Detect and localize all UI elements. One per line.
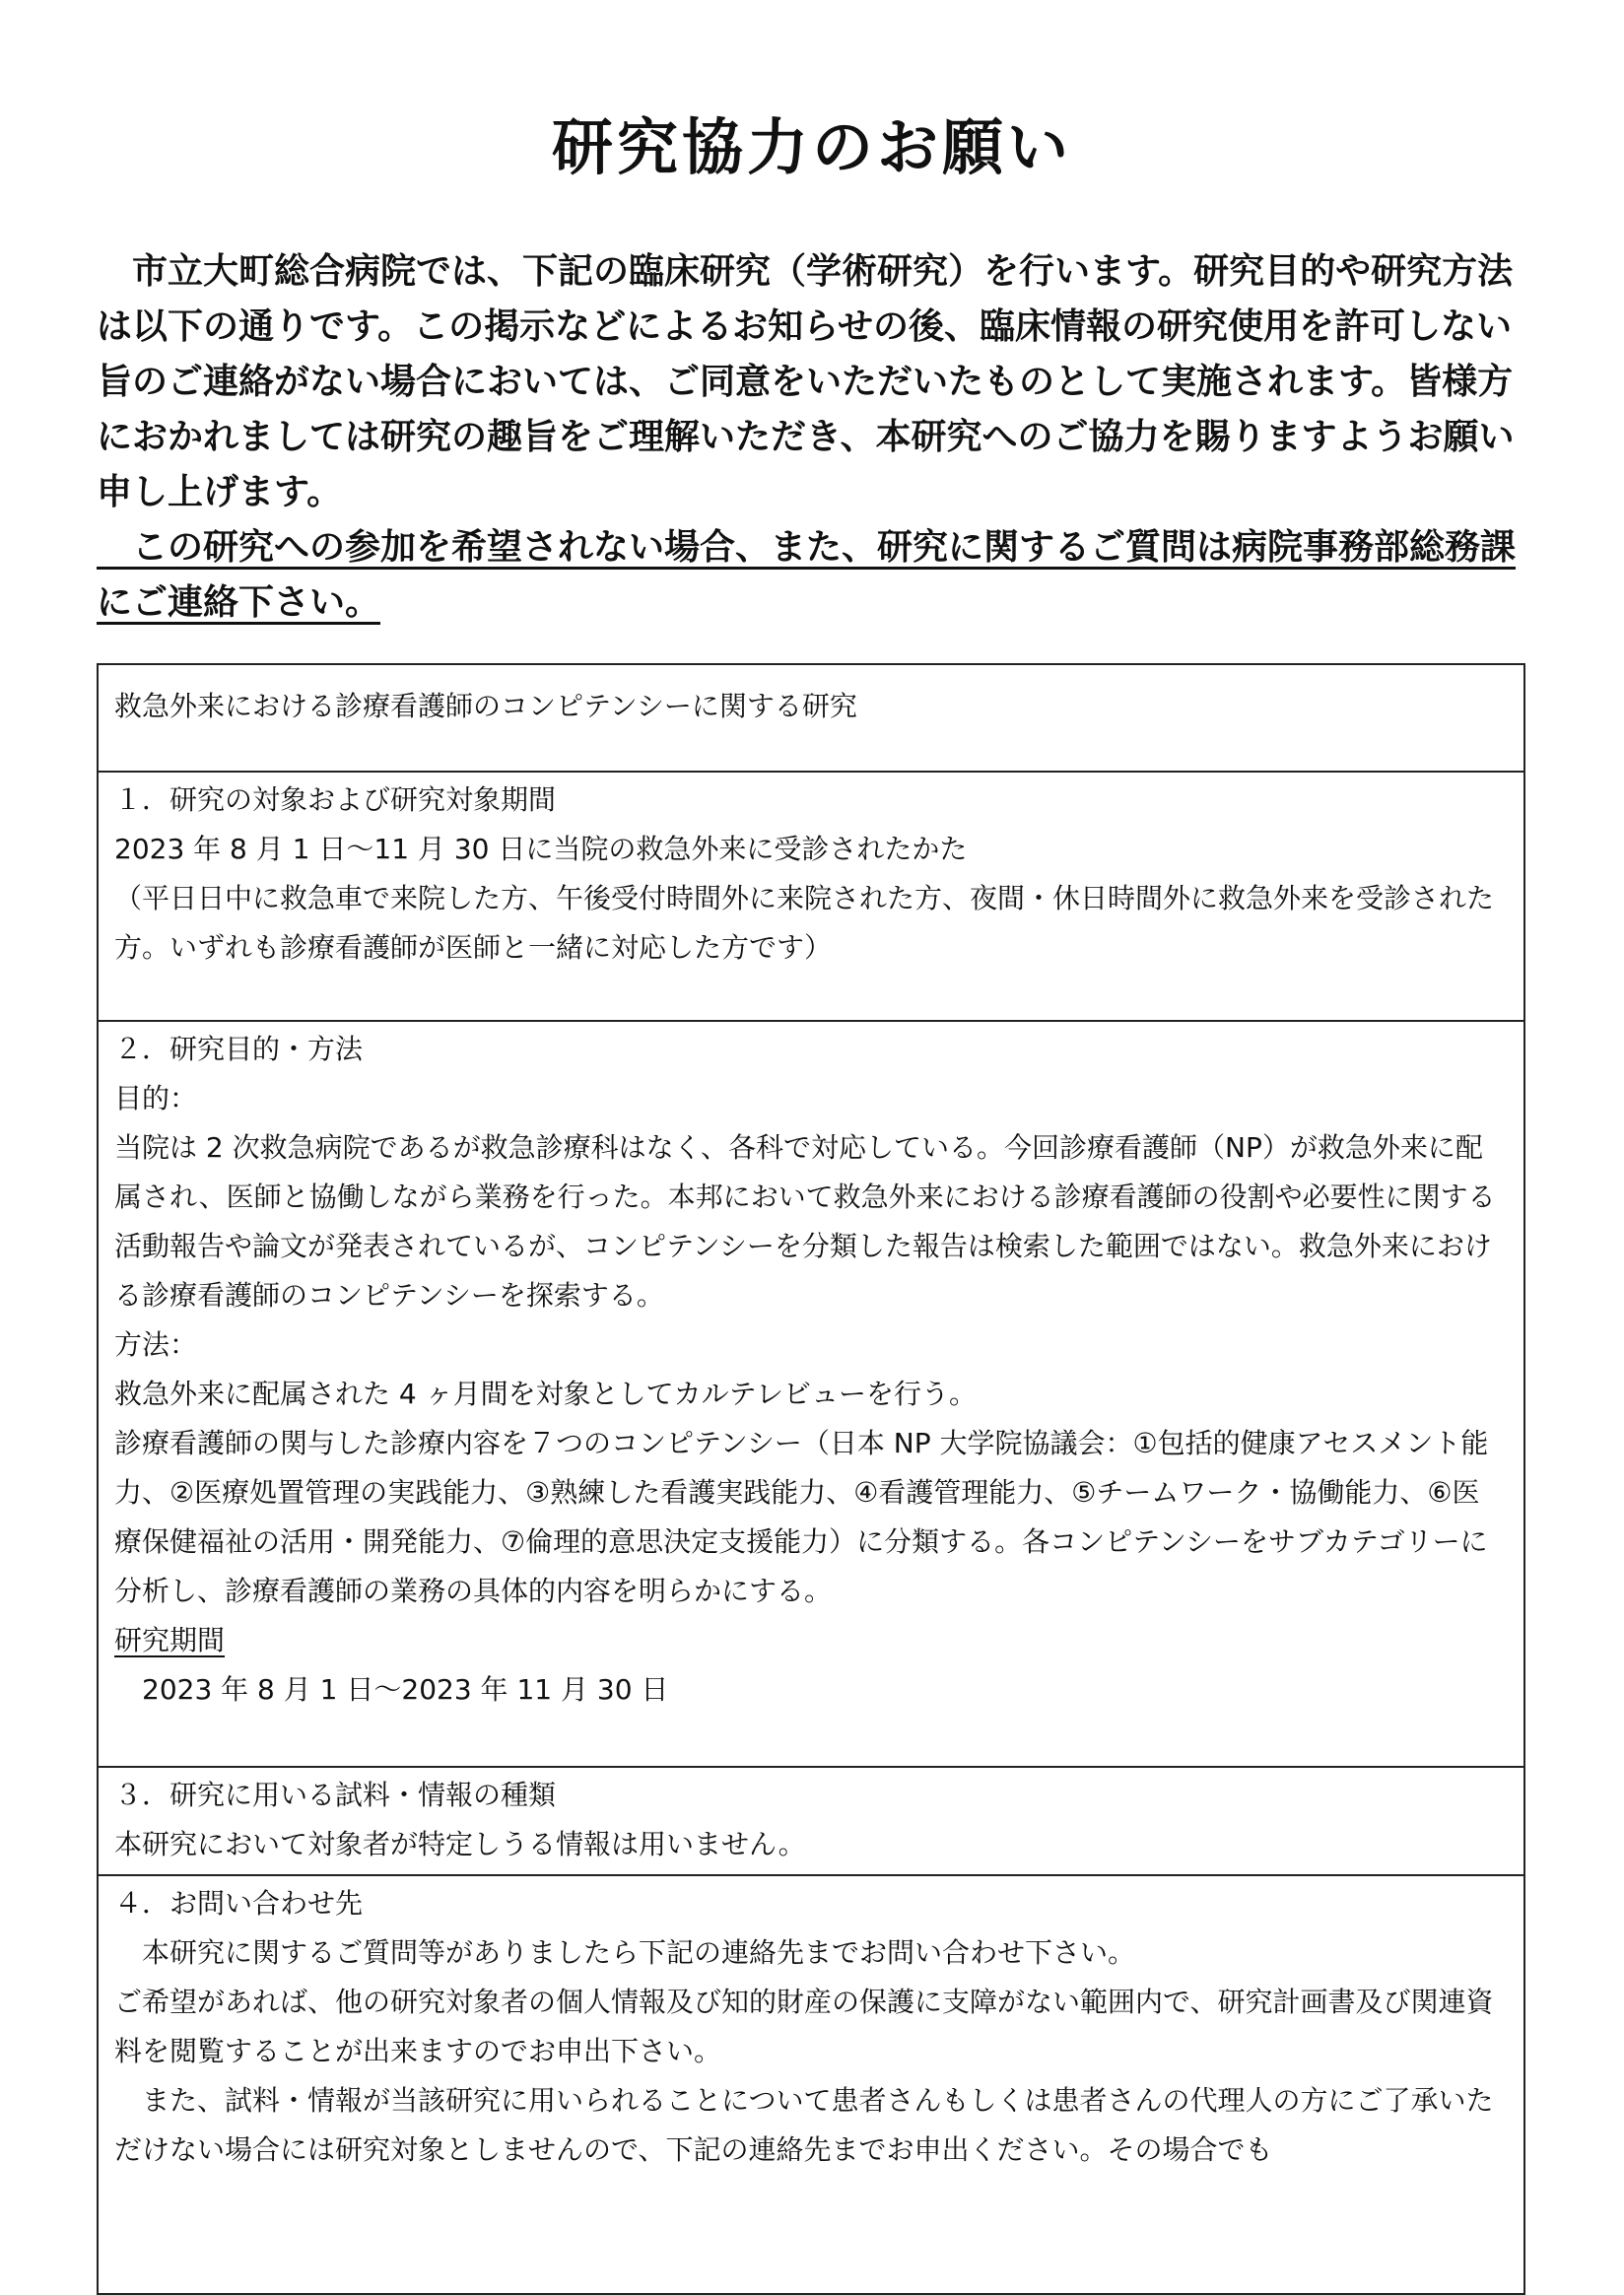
section-purpose-method-heading: ２．研究目的・方法 [114, 1033, 364, 1065]
contact-paragraph-3: また、試料・情報が当該研究に用いられることについて患者さんもしくは患者さんの代理人の方にご了承いただけない場合には研究対象としませんので、下記の連絡先までお申出ください。その場合でも [114, 2084, 1494, 2166]
section-materials-heading: ３．研究に用いる試料・情報の種類 [114, 1779, 557, 1811]
intro-paragraph: 市立大町総合病院では、下記の臨床研究（学術研究）を行います。研究目的や研究方法は以下の通りです。この掲示などによるお知らせの後、臨床情報の研究使用を許可しない旨のご連絡がない場合においては、ご同意をいただいたものとして実施されます。皆様方におかれましては研究の趣旨をご理解いただき、本研究へのご協力を賜りますようお願い申し上げます。 [97, 251, 1515, 512]
purpose-label: 目的： [114, 1082, 198, 1114]
study-period-label: 研究期間 [114, 1624, 226, 1656]
method-competency: 診療看護師の関与した診療内容を７つのコンピテンシー（日本 NP 大学院協議会：①包括的健康アセスメント能力、②医療処置管理の実践能力、③熟練した看護実践能力、④看護管理能力、⑤チームワーク・協働能力、⑥医療保健福祉の活用・開発能力、⑦倫理的意思決定支援能力）に分類する。各コンピテンシーをサブカテゴリーに分析し、診療看護師の業務の具体的内容を明らかにする。 [114, 1427, 1489, 1607]
section-subjects-detail: （平日日中に救急車で来院した方、午後受付時間外に来院された方、夜間・休日時間外に救急外来を受診された方。いずれも診療看護師が医師と一緒に対応した方です） [114, 882, 1495, 964]
contact-paragraph-1: 本研究に関するご質問等がありましたら下記の連絡先までお問い合わせ下さい。 [114, 1936, 1136, 1969]
method-review: 救急外来に配属された 4 ヶ月間を対象としてカルテレビューを行う。 [114, 1378, 978, 1410]
section-subjects [99, 773, 1523, 1022]
section-subjects-period: 2023 年 8 月 1 日～11 月 30 日に当院の救急外来に受診されたかた [114, 833, 968, 865]
purpose-text: 当院は 2 次救急病院であるが救急診療科はなく、各科で対応している。今回診療看護師（NP）が救急外来に配属され、医師と協働しながら業務を行った。本邦において救急外来における診療看護師の役割や必要性に関する活動報告や論文が発表されているが、コンピテンシーを分類した報告は検索した範囲ではない。救急外来における診療看護師のコンピテンシーを探索する。 [114, 1131, 1496, 1312]
intro-notice [97, 244, 1545, 631]
contact-notice: この研究への参加を希望されない場合、また、研究に関するご質問は病院事務部総務課にご連絡下さい。 [97, 527, 1517, 623]
section-purpose-method [99, 1022, 1523, 1768]
method-label: 方法： [114, 1328, 198, 1361]
section-subjects-heading: １．研究の対象および研究対象期間 [114, 783, 557, 816]
study-info-table [97, 663, 1525, 2295]
section-materials-text: 本研究において対象者が特定しうる情報は用いません。 [114, 1828, 806, 1860]
section-materials [99, 1768, 1523, 1876]
study-title-cell [99, 665, 1523, 773]
study-title: 救急外来における診療看護師のコンピテンシーに関する研究 [114, 690, 857, 722]
contact-paragraph-2: ご希望があれば、他の研究対象者の個人情報及び知的財産の保護に支障がない範囲内で、研究計画書及び関連資料を閲覧することが出来ますのでお申出下さい。 [114, 1986, 1494, 2067]
section-contact-heading: ４．お問い合わせ先 [114, 1887, 364, 1920]
section-contact [99, 1876, 1523, 2293]
page-title: 研究協力のお願い [551, 111, 1072, 183]
study-period: 2023 年 8 月 1 日～2023 年 11 月 30 日 [114, 1673, 669, 1706]
